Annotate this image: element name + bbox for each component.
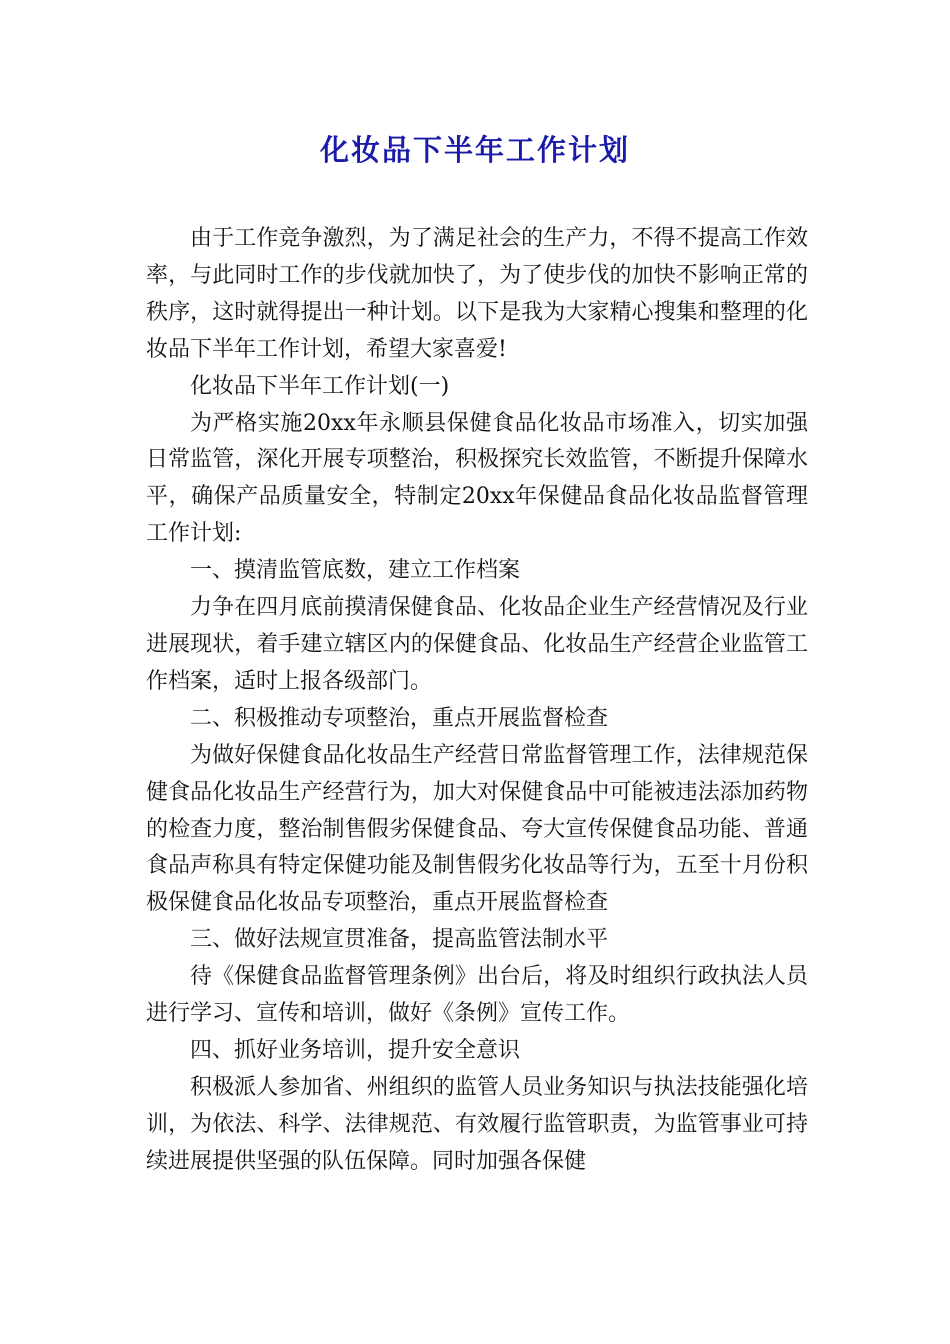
paragraph-section-4: 积极派人参加省、州组织的监管人员业务知识与执法技能强化培训，为依法、科学、法律规范、有效履行监管职责，为监管事业可持续进展提供坚强的队伍保障。同时加强各保健 — [146, 1074, 808, 1174]
paragraph-section-1: 力争在四月底前摸清保健食品、化妆品企业生产经营情况及行业进展现状，着手建立辖区内的保健食品、化妆品生产经营企业监管工作档案，适时上报各级部门。 — [146, 595, 808, 694]
section-heading-2: 二、积极推动专项整治，重点开展监督检查 — [190, 705, 609, 731]
section-heading-3: 三、做好法规宣贯准备，提高监管法制水平 — [190, 927, 609, 953]
section-heading-plan-one: 化妆品下半年工作计划(一) — [190, 373, 450, 399]
section-heading-4: 四、抓好业务培训，提升安全意识 — [190, 1037, 521, 1063]
paragraph-section-3: 待《保健食品监督管理条例》出台后，将及时组织行政执法人员进行学习、宣传和培训，做好《条例》宣传工作。 — [146, 964, 808, 1027]
paragraph-section-2: 为做好保健食品化妆品生产经营日常监督管理工作，法律规范保健食品化妆品生产经营行为，加大对保健食品中可能被违法添加药物的检查力度，整治制售假劣保健食品、夸大宣传保健食品功能、普通食品声称具有特定保健功能及制售假劣化妆品等行为，五至十月份积极保健食品化妆品专项整治，重点开展监督检查 — [146, 742, 808, 916]
paragraph-intro: 由于工作竞争激烈，为了满足社会的生产力，不得不提高工作效率，与此同时工作的步伐就加快了，为了使步伐的加快不影响正常的秩序，这时就得提出一种计划。以下是我为大家精心搜集和整理的化妆品下半年工作计划，希望大家喜爱! — [146, 226, 808, 362]
paragraph-plan-purpose: 为严格实施20xx年永顺县保健食品化妆品市场准入，切实加强日常监管，深化开展专项整治，积极探究长效监管，不断提升保障水平，确保产品质量安全，特制定20xx年保健品食品化妆品监督管理工作计划: — [146, 410, 808, 547]
document-title: 化妆品下半年工作计划 — [319, 133, 630, 167]
section-heading-1: 一、摸清监管底数，建立工作档案 — [190, 558, 521, 584]
document-body — [146, 221, 808, 1181]
